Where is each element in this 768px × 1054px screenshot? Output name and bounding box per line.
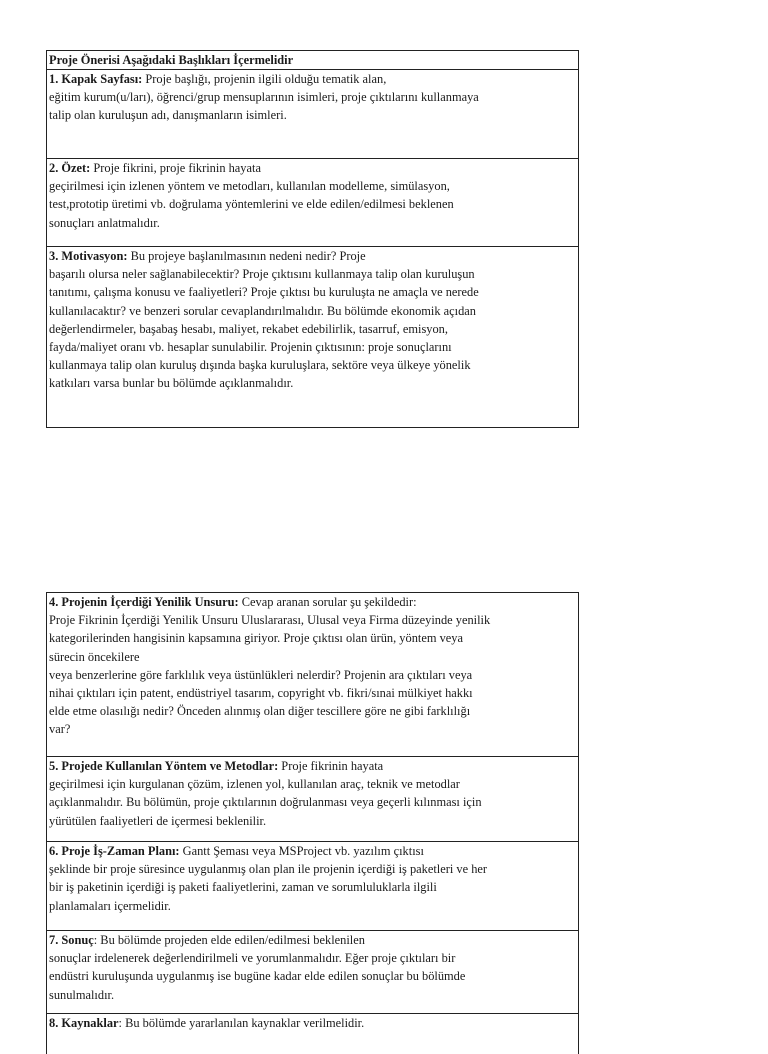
row-text: elde etme olasılığı nedir? Önceden alınmış olan diğer tescillere göre ne gibi farklılığı [49,704,471,719]
row-text: Gantt Şeması veya MSProject vb. yazılım çıktısı [179,844,424,858]
row-text: Proje fikrini, proje fikrinin hayata [90,161,261,175]
row-text: geçirilmesi için izlenen yöntem ve metodları, kullanılan modelleme, simülasyon, [49,179,450,194]
table-row-sonuc [47,931,578,1014]
row-title: 4. Projenin İçerdiği Yenilik Unsuru: [49,595,239,609]
row-text: Bu projeye başlanılmasının nedeni nedir? Proje [127,249,366,263]
row-text: : Bu bölümde projeden elde edilen/edilmesi beklenilen [93,933,365,947]
row-text: Proje başlığı, projenin ilgili olduğu tematik alan, [142,72,387,86]
table-row-ozet [47,159,578,247]
row-text: şeklinde bir proje süresince uygulanmış olan plan ile projenin içerdiği iş paketleri ve her [49,862,488,877]
table-row-motivasyon [47,247,578,428]
row-text: endüstri kuruluşunda uygulanmış ise bugüne kadar elde edilen sonuçlar bu bölümde [49,969,466,984]
row-title: 1. Kapak Sayfası: [49,72,143,86]
row-title: 8. Kaynaklar [49,1016,119,1030]
row-text: tanıtımı, çalışma konusu ve faaliyetleri? Proje çıktısı bu kuruluşta ne amaçla ve nerede [49,285,479,300]
row-text: kategorilerinden hangisinin kapsamına giriyor. Proje çıktısı olan ürün, yöntem veya [49,631,463,646]
row-text: açıklanmalıdır. Bu bölümün, proje çıktılarının doğrulanması veya geçerli kılınması için [49,795,482,810]
row-text: kullanmaya talip olan kuruluş dışında başka kuruluşlara, sektöre veya ülkeye yönelik [49,358,471,373]
row-text: var? [49,722,71,737]
requirements-table-top [46,50,579,428]
row-text: veya benzerlerine göre farklılık veya üstünlükleri nelerdir? Projenin ara çıktıları veya [49,667,473,682]
row-text: yürütülen faaliyetleri de içermesi beklenilir. [49,813,267,828]
row-title: 5. Projede Kullanılan Yöntem ve Metodlar: [49,759,279,773]
row-text: Cevap aranan sorular şu şekildedir: [238,595,417,609]
row-text: fayda/maliyet oranı vb. hesaplar sunulabilir. Projenin çıktısının: proje sonuçlarını [49,340,452,355]
row-text: sürecin öncekilere [49,649,140,664]
row-text: Proje fikrinin hayata [278,759,384,773]
requirements-table-bottom [46,592,579,1054]
row-text: sonuçları anlatmalıdır. [49,215,160,230]
table-row-yenilik-unsuru [47,593,578,757]
row-title: 2. Özet: [49,161,91,175]
row-title: 3. Motivasyon: [49,249,128,263]
row-title: 6. Proje İş-Zaman Planı: [49,844,180,858]
row-text: başarılı olursa neler sağlanabilecektir? Proje çıktısını kullanmaya talip olan kuruluşun [49,267,475,282]
row-text: katkıları varsa bunlar bu bölümde açıklanmalıdır. [49,376,294,391]
table-row-is-zaman-plani [47,842,578,931]
row-text: değerlendirmeler, başabaş hesabı, maliyet, rekabet edebilirlik, tasarruf, emisyon, [49,321,448,336]
row-text: nihai çıktıları için patent, endüstriyel tasarım, copyright vb. fikri/sınai mülkiyet hakkı [49,686,473,701]
table-row-kaynaklar [47,1014,578,1054]
table-header [47,51,578,70]
row-text: Proje Fikrinin İçerdiği Yenilik Unsuru Uluslararası, Ulusal veya Firma düzeyinde yenilik [49,613,491,628]
row-text: test,prototip üretimi vb. doğrulama yöntemlerini ve elde edilen/edilmesi beklenen [49,197,454,212]
row-text: planlamaları içermelidir. [49,898,171,913]
row-text: : Bu bölümde yararlanılan kaynaklar verilmelidir. [118,1016,365,1030]
table-row-yontem-metodlar [47,757,578,842]
row-text: geçirilmesi için kurgulanan çözüm, izlenen yol, kullanılan araç, teknik ve metodlar [49,777,460,792]
table-row-kapak-sayfasi [47,70,578,159]
row-text: eğitim kurum(u/ları), öğrenci/grup mensuplarının isimleri, proje çıktılarını kullanmaya [49,90,479,105]
row-text: bir iş paketinin içerdiği iş paketi faaliyetlerini, zaman ve sorumluluklarla ilgili [49,880,437,895]
table-header-text: Proje Önerisi Aşağıdaki Başlıkları İçermelidir [49,53,294,67]
row-text: talip olan kuruluşun adı, danışmanların isimleri. [49,108,287,123]
row-text: sonuçlar irdelenerek değerlendirilmeli ve yorumlanmalıdır. Eğer proje çıktıları bir [49,951,456,966]
row-text: sunulmalıdır. [49,987,115,1002]
row-title: 7. Sonuç [49,933,94,947]
row-text: kullanılacaktır? ve benzeri sorular cevaplandırılmalıdır. Bu bölümde ekonomik açıdan [49,303,476,318]
